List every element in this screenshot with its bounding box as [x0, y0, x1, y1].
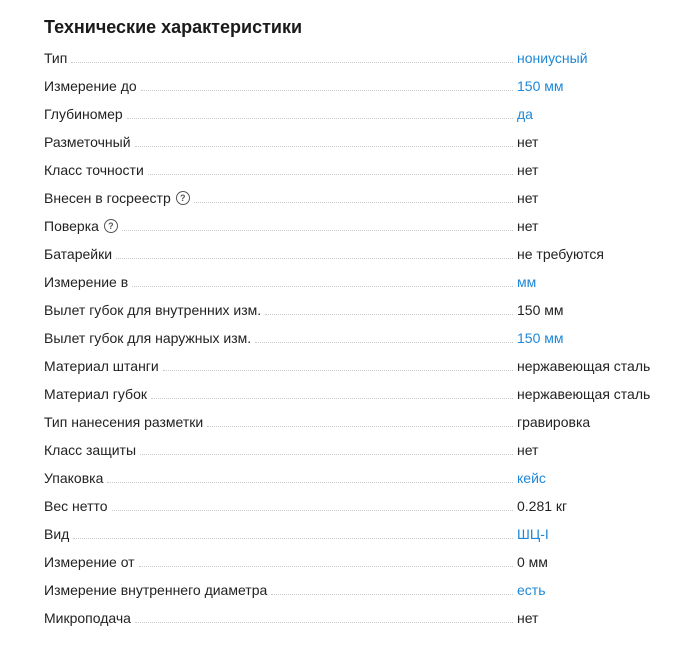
spec-value-link[interactable]: 150 мм — [517, 78, 564, 94]
spec-value: 0.281 кг — [517, 498, 568, 514]
spec-row — [44, 296, 664, 324]
spec-label — [44, 49, 517, 72]
spec-row — [44, 520, 664, 548]
dotted-leader — [271, 593, 513, 595]
spec-label — [44, 161, 517, 184]
spec-row — [44, 436, 664, 464]
spec-value-link[interactable]: есть — [517, 582, 546, 598]
spec-row — [44, 44, 664, 72]
spec-value: нержавеющая сталь — [517, 358, 651, 374]
dotted-leader — [112, 509, 513, 511]
spec-value: нет — [517, 190, 539, 206]
spec-row — [44, 128, 664, 156]
spec-label — [44, 273, 517, 296]
dotted-leader — [122, 229, 513, 231]
specifications-section — [44, 14, 664, 632]
dotted-leader — [194, 201, 513, 203]
section-title: Технические характеристики — [44, 17, 303, 37]
spec-label-text: Вид — [44, 526, 70, 542]
spec-row — [44, 324, 664, 352]
spec-label — [44, 581, 517, 604]
spec-label-text: Поверка — [44, 218, 99, 234]
spec-label-text: Батарейки — [44, 246, 113, 262]
spec-list — [44, 44, 664, 632]
spec-row — [44, 464, 664, 492]
spec-value-link[interactable]: кейс — [517, 470, 546, 486]
dotted-leader — [207, 425, 513, 427]
spec-label-text: Измерение до — [44, 78, 137, 94]
spec-row — [44, 492, 664, 520]
spec-label — [44, 497, 517, 520]
spec-label-text: Вылет губок для наружных изм. — [44, 330, 252, 346]
spec-value-link[interactable]: ШЦ-I — [517, 526, 549, 542]
spec-label-text: Тип нанесения разметки — [44, 414, 204, 430]
dotted-leader — [255, 341, 513, 343]
spec-label-text: Разметочный — [44, 134, 131, 150]
spec-value-link[interactable]: да — [517, 106, 533, 122]
spec-label — [44, 77, 517, 100]
spec-label-text: Внесен в госреестр — [44, 190, 171, 206]
spec-value: нет — [517, 610, 539, 626]
dotted-leader — [73, 537, 513, 539]
spec-label-text: Тип — [44, 50, 68, 66]
spec-row — [44, 604, 664, 632]
spec-label-text: Глубиномер — [44, 106, 123, 122]
spec-row — [44, 408, 664, 436]
spec-label — [44, 301, 517, 324]
spec-value: нет — [517, 218, 539, 234]
spec-label — [44, 105, 517, 128]
dotted-leader — [151, 397, 513, 399]
spec-label — [44, 385, 517, 408]
dotted-leader — [148, 173, 513, 175]
spec-label — [44, 553, 517, 576]
spec-row — [44, 100, 664, 128]
spec-value: нет — [517, 162, 539, 178]
spec-label-text: Упаковка — [44, 470, 104, 486]
dotted-leader — [127, 117, 513, 119]
spec-value: гравировка — [517, 414, 591, 430]
spec-row — [44, 212, 664, 240]
dotted-leader — [265, 313, 513, 315]
spec-label-text: Измерение в — [44, 274, 129, 290]
spec-label-text: Класс точности — [44, 162, 144, 178]
spec-row — [44, 184, 664, 212]
spec-row — [44, 156, 664, 184]
spec-value-link[interactable]: мм — [517, 274, 537, 290]
question-circle-icon[interactable]: ? — [104, 219, 118, 233]
spec-label-text: Материал губок — [44, 386, 147, 402]
spec-row — [44, 380, 664, 408]
spec-label — [44, 133, 517, 156]
dotted-leader — [139, 565, 513, 567]
spec-row — [44, 576, 664, 604]
spec-value: 0 мм — [517, 554, 548, 570]
spec-label — [44, 413, 517, 436]
spec-value: нержавеющая сталь — [517, 386, 651, 402]
spec-label-text: Материал штанги — [44, 358, 159, 374]
spec-label — [44, 245, 517, 268]
spec-label-text: Измерение от — [44, 554, 135, 570]
spec-label — [44, 329, 517, 352]
dotted-leader — [107, 481, 513, 483]
dotted-leader — [116, 257, 513, 259]
spec-label — [44, 469, 517, 492]
spec-value: нет — [517, 134, 539, 150]
spec-label — [44, 189, 517, 212]
spec-value: нет — [517, 442, 539, 458]
spec-label-text: Класс защиты — [44, 442, 137, 458]
spec-label-text: Вес нетто — [44, 498, 108, 514]
spec-value: 150 мм — [517, 302, 564, 318]
dotted-leader — [71, 61, 513, 63]
dotted-leader — [163, 369, 513, 371]
spec-row — [44, 72, 664, 100]
spec-value: не требуются — [517, 246, 604, 262]
spec-value-link[interactable]: нониусный — [517, 50, 588, 66]
spec-row — [44, 268, 664, 296]
spec-value-link[interactable]: 150 мм — [517, 330, 564, 346]
dotted-leader — [141, 89, 513, 91]
question-circle-icon[interactable]: ? — [176, 191, 190, 205]
spec-label — [44, 217, 517, 240]
dotted-leader — [132, 285, 513, 287]
spec-label-text: Вылет губок для внутренних изм. — [44, 302, 262, 318]
dotted-leader — [140, 453, 513, 455]
spec-label — [44, 609, 517, 632]
spec-label-text: Микроподача — [44, 610, 131, 626]
spec-row — [44, 240, 664, 268]
dotted-leader — [135, 145, 513, 147]
spec-label-text: Измерение внутреннего диаметра — [44, 582, 268, 598]
spec-label — [44, 441, 517, 464]
spec-row — [44, 548, 664, 576]
spec-row — [44, 352, 664, 380]
dotted-leader — [135, 621, 513, 623]
spec-label — [44, 357, 517, 380]
spec-label — [44, 525, 517, 548]
